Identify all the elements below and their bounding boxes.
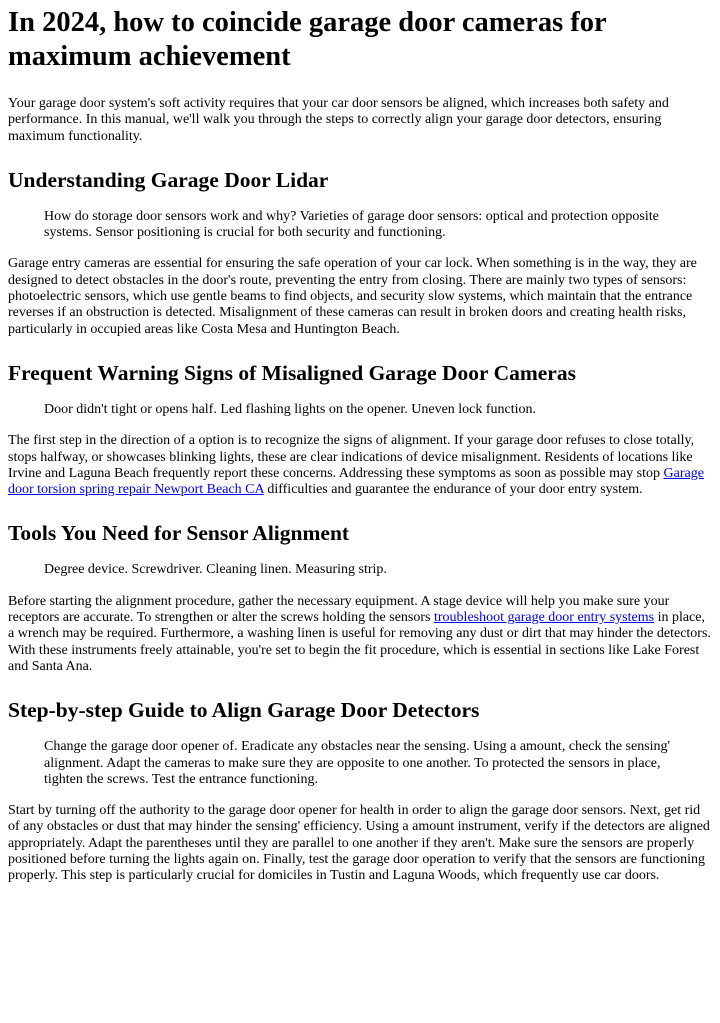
- section-body-warning-signs: [8, 433, 712, 498]
- section-body-understanding: Garage entry cameras are essential for ensuring the safe operation of your car lock. When something is in the way, they are designed to detect obstacles in the door's route, preventing the entry from closing. There are mainly two types of sensors: photoelectric sensors, which use gentle beams to find objects, and security slow systems, which maintain that the entrance reverses if an obstruction is detected. Misalignment of these cameras can result in broken doors and creating health risks, particularly in occupied areas like Costa Mesa and Huntington Beach.: [8, 256, 697, 337]
- body-text: difficulties and guarantee the endurance of your door entry system.: [263, 482, 643, 498]
- section-summary-warning-signs: Door didn't tight or opens half. Led flashing lights on the opener. Uneven lock function.: [44, 401, 537, 417]
- article: [0, 6, 720, 885]
- body-text: in place, a wrench may be required. Furthermore, a washing linen is useful for removing any dust or dirt that may hinder the detectors. With these instruments freely attainable, you're set to begin the fit procedure, which is essential in sections like Lake Forest and Santa Ana.: [8, 610, 711, 674]
- section-heading-tools: Tools You Need for Sensor Alignment: [8, 521, 350, 546]
- body-text: Before starting the alignment procedure, gather the necessary equipment. A stage device will help you make sure your receptors are accurate. To strengthen or alter the screws holding the sensors: [8, 593, 670, 626]
- page-title: In 2024, how to coincide garage door cameras for maximum achievement: [8, 7, 607, 72]
- body-text: The first step in the direction of a option is to recognize the signs of alignment. If your garage door refuses to close totally, stops halfway, or showcases blinking lights, these are clear indications of device misalignment. Residents of locations like Irvine and Laguna Beach frequently report these concerns. Addressing these symptoms as soon as possible may stop: [8, 433, 695, 481]
- section-summary-step-by-step: Change the garage door opener of. Eradicate any obstacles near the sensing. Using a amount, check the sensing' alignment. Adapt the cameras to make sure they are opposite to one another. To protected the sensors in place, tighten the screws. Test the entrance functioning.: [44, 739, 671, 787]
- section-summary-tools: Degree device. Screwdriver. Cleaning linen. Measuring strip.: [44, 562, 387, 578]
- intro-paragraph: Your garage door system's soft activity requires that your car door sensors be aligned, which increases both safety and performance. In this manual, we'll walk you through the steps to correctly align your garage door detectors, ensuring maximum functionality.: [8, 96, 669, 144]
- troubleshoot-entry-systems-link[interactable]: troubleshoot garage door entry systems: [434, 610, 655, 626]
- section-body-step-by-step: Start by turning off the authority to the garage door opener for health in order to align the garage door sensors. Next, get rid of any obstacles or dust that may hinder the sensing' efficiency. Using a amount instrument, verify if the detectors are aligned appropriately. Adapt the parentheses until they are parallel to one another if they aren't. Make sure the sensors are properly positioned before turning the lights again on. Finally, test the garage door operation to verify that the sensors are functioning properly. This step is particularly crucial for domiciles in Tustin and Laguna Woods, which frequently use car doors.: [8, 803, 710, 884]
- section-heading-step-by-step: Step-by-step Guide to Align Garage Door Detectors: [8, 698, 480, 723]
- torsion-spring-repair-link[interactable]: Garage door torsion spring repair Newport Beach CA: [8, 465, 704, 498]
- section-heading-warning-signs: Frequent Warning Signs of Misaligned Garage Door Cameras: [8, 360, 576, 385]
- section-heading-understanding: Understanding Garage Door Lidar: [8, 167, 329, 192]
- section-summary-understanding: How do storage door sensors work and why? Varieties of garage door sensors: optical and protection opposite systems. Sensor positioning is crucial for both security and functioning.: [44, 208, 659, 241]
- section-body-tools: [8, 594, 712, 675]
